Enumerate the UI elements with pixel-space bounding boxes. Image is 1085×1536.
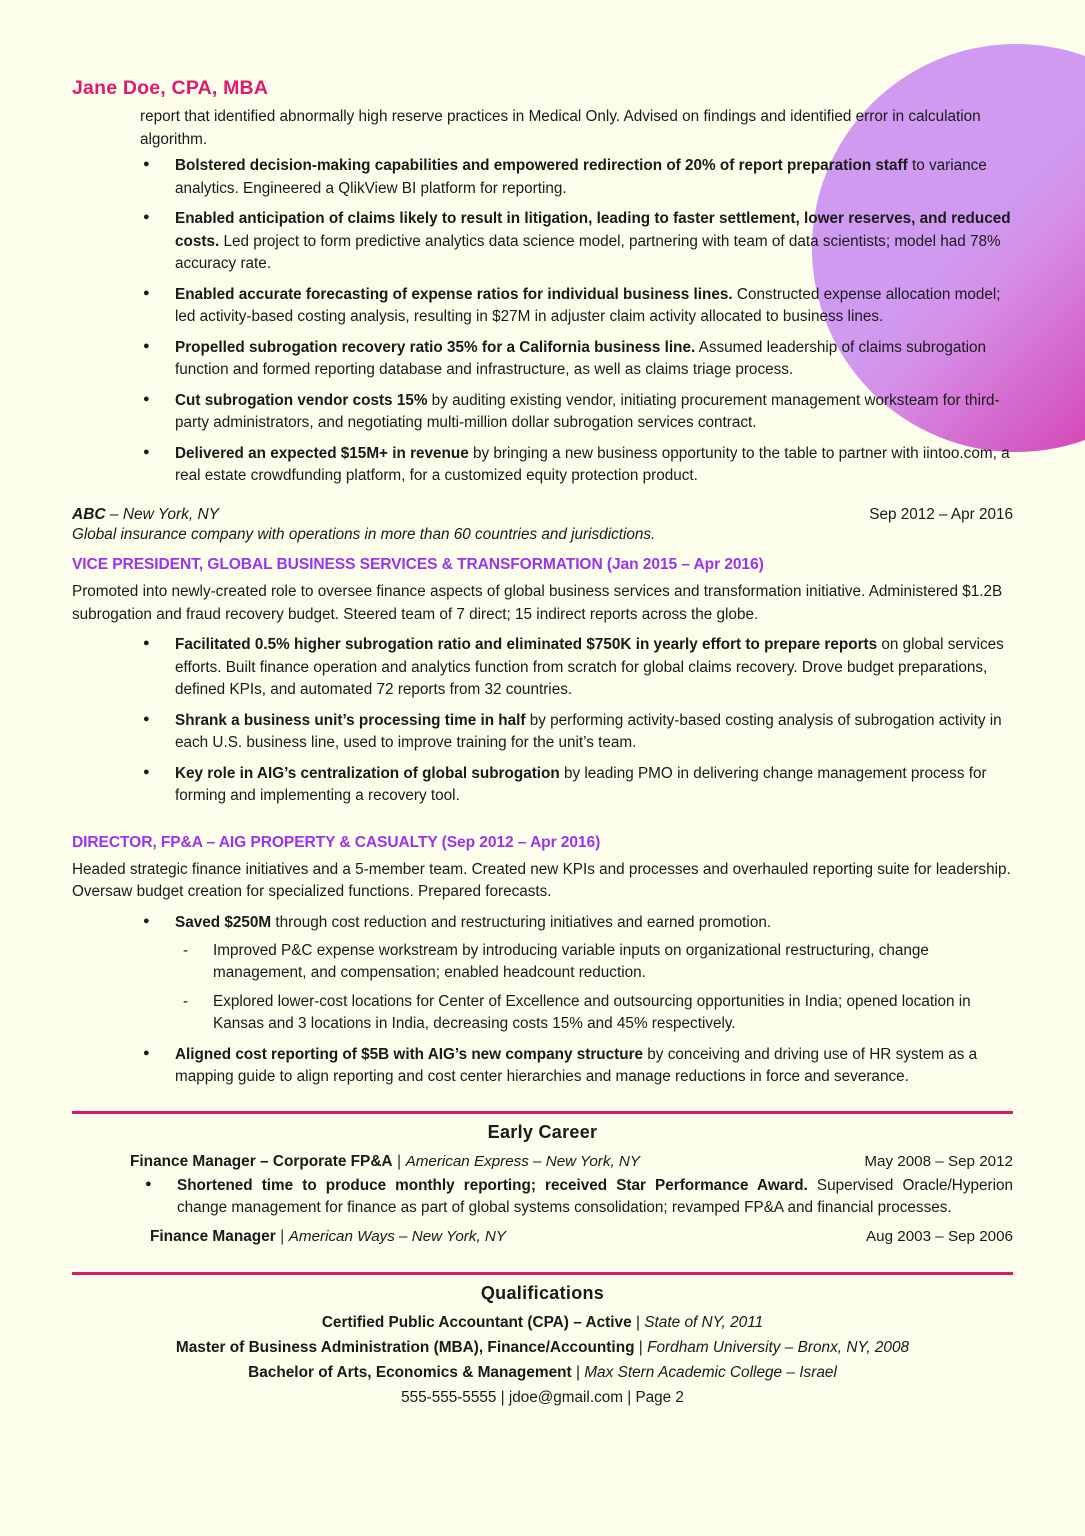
page-title: Jane Doe, CPA, MBA <box>72 77 269 99</box>
list-item <box>140 155 1013 200</box>
top-achievements-list <box>72 155 1013 487</box>
early-career-entry <box>72 1153 1013 1171</box>
early-career-achievements-list <box>72 1175 1013 1220</box>
early-career-separator: | <box>275 1227 289 1245</box>
bullet-bold-text: Cut subrogation vendor costs 15% <box>175 391 428 409</box>
list-item <box>140 912 1013 1036</box>
employer-name-location <box>72 506 219 524</box>
bullet-bold-text: Enabled anticipation of claims likely to result in litigation, leading to faster settlement, lower reserves, and reduced costs. <box>175 210 1011 250</box>
early-career-organization: American Express – New York, NY <box>405 1152 640 1170</box>
qualification-detail: Max Stern Academic College – Israel <box>584 1363 837 1381</box>
divider-qualifications <box>72 1272 1013 1275</box>
early-career-entry-left <box>150 1228 506 1246</box>
role-heading-director: DIRECTOR, FP&A – AIG PROPERTY & CASUALTY (Sep 2012 – Apr 2016) <box>72 833 601 851</box>
qualification-separator: | <box>571 1363 585 1381</box>
early-career-organization: American Ways – New York, NY <box>288 1227 506 1245</box>
list-item <box>142 1175 1013 1220</box>
bullet-rest-text: to variance analytics. Engineered a QlikView BI platform for reporting. <box>175 157 987 197</box>
employer-description: Global insurance company with operations in more than 60 countries and jurisdictions. <box>72 525 656 543</box>
list-item <box>140 284 1013 329</box>
bullet-rest-text: by leading PMO in delivering change management process for forming and implementing a recovery tool. <box>175 764 987 805</box>
bullet-bold-text: Aligned cost reporting of $5B with AIG’s new company structure <box>175 1045 644 1063</box>
bullet-bold-text: Propelled subrogation recovery ratio 35% for a California business line. <box>175 338 696 356</box>
early-career-dates: Aug 2003 – Sep 2006 <box>866 1227 1013 1245</box>
bullet-rest-text: by auditing existing vendor, initiating procurement management worksteam for third-party administrators, and negotiating multi-million dollar subrogation services contract. <box>175 391 1000 432</box>
bullet-bold-text: Bolstered decision-making capabilities and empowered redirection of 20% of report preparation staff <box>175 157 908 175</box>
qualification-main: Master of Business Administration (MBA), Finance/Accounting <box>175 1338 635 1356</box>
list-item <box>140 710 1013 755</box>
list-item <box>140 634 1013 701</box>
early-career-entry-left <box>130 1153 640 1171</box>
role-summary-vice-president: Promoted into newly-created role to oversee finance aspects of global business services and transformation initiative. Administered $1.2B subrogation and fraud recovery budget. Steered team of 7 direct; 15 indirect reports across the globe. <box>72 583 1003 623</box>
list-item <box>140 443 1013 488</box>
list-item <box>140 390 1013 435</box>
qualification-item <box>72 1364 1013 1382</box>
list-item <box>140 1044 1013 1089</box>
qualification-main: Bachelor of Arts, Economics & Management <box>248 1363 572 1381</box>
bullet-rest-text: by performing activity-based costing analysis of subrogation activity in each U.S. business line, used to improve training for the unit’s team. <box>175 711 1002 752</box>
qualification-item <box>72 1339 1013 1357</box>
bullet-bold-text: Saved $250M <box>175 913 272 931</box>
list-item <box>140 337 1013 382</box>
employer-separator: – <box>105 505 123 523</box>
vice-president-achievements-list <box>72 634 1013 807</box>
bullet-rest-text: Assumed leadership of claims subrogation function and formed reporting database and infrastructure, as well as claims triage process. <box>175 338 987 379</box>
bullet-bold-text: Facilitated 0.5% higher subrogation ratio and eliminated $750K in yearly effort to prepare reports <box>175 636 878 654</box>
bullet-rest-text: Led project to form predictive analytics data science model, partnering with team of data scientists; model had 78% accuracy rate. <box>175 232 1001 273</box>
early-career-dates: May 2008 – Sep 2012 <box>864 1152 1013 1170</box>
list-item <box>140 208 1013 275</box>
employer-row <box>72 506 1013 524</box>
role-heading-vice-president: VICE PRESIDENT, GLOBAL BUSINESS SERVICES & TRANSFORMATION (Jan 2015 – Apr 2016) <box>72 556 764 574</box>
qualification-item <box>72 1314 1013 1332</box>
list-item <box>140 763 1013 808</box>
section-title-qualifications: Qualifications <box>480 1282 605 1303</box>
list-item: - Explored lower-cost locations for Center of Excellence and outsourcing opportunities in India; opened location in Kansas and 3 locations in India, decreasing costs 15% and 45% respectively. <box>175 991 1013 1036</box>
bullet-bold-text: Delivered an expected $15M+ in revenue <box>175 444 469 462</box>
early-career-job-title: Finance Manager – Corporate FP&A <box>130 1152 393 1170</box>
section-title-early-career: Early Career <box>487 1121 598 1142</box>
bullet-rest-text: Constructed expense allocation model; led activity-based costing analysis, resulting in $27M in adjuster claim activity allocated to business lines. <box>175 285 1001 326</box>
bullet-rest-text: through cost reduction and restructuring initiatives and earned promotion. <box>271 913 772 931</box>
employer-dates: Sep 2012 – Apr 2016 <box>869 505 1013 523</box>
role-summary-director: Headed strategic finance initiatives and a 5-member team. Created new KPIs and processes and overhauled reporting suite for leadership. Oversaw budget creation for specialized functions. Prepared forecasts. <box>72 860 1011 901</box>
bullet-bold-text: Shortened time to produce monthly reporting; received Star Performance Award. <box>177 1176 808 1194</box>
qualification-detail: State of NY, 2011 <box>644 1313 764 1331</box>
bullet-rest-text: by conceiving and driving use of HR system as a mapping guide to align reporting and cost center hierarchies and manage reductions in force and severance. <box>175 1045 978 1086</box>
bullet-rest-text: by bringing a new business opportunity to the table to partner with iintoo.com, a real estate crowdfunding platform, for a customized equity protection product. <box>175 444 1010 485</box>
list-item: - Improved P&C expense workstream by introducing variable inputs on organizational restructuring, change management, and compensation; enabled headcount reduction. <box>175 940 1013 985</box>
bullet-rest-text: Supervised Oracle/Hyperion change management for finance as part of global systems consolidation; revamped FP&A and financial processes. <box>177 1176 1013 1217</box>
early-career-entry <box>72 1228 1013 1246</box>
early-career-separator: | <box>392 1152 406 1170</box>
continued-paragraph: report that identified abnormally high reserve practices in Medical Only. Advised on findings and identified error in calculation algorithm. <box>140 108 981 148</box>
early-career-job-title: Finance Manager <box>150 1227 276 1245</box>
qualification-separator: | <box>634 1338 648 1356</box>
bullet-bold-text: Shrank a business unit’s processing time in half <box>175 711 526 729</box>
employer-name: ABC <box>72 505 106 523</box>
footer-contact-line: 555-555-5555 | jdoe@gmail.com | Page 2 <box>401 1388 684 1406</box>
bullet-rest-text: on global services efforts. Built finance operation and analytics function from scratch for global claims recovery. Drove budget preparations, defined KPIs, and automated 72 reports from 32 countries. <box>175 636 1004 699</box>
director-sub-list <box>175 940 1013 1036</box>
qualification-detail: Fordham University – Bronx, NY, 2008 <box>647 1338 910 1356</box>
divider-early-career <box>72 1111 1013 1114</box>
bullet-bold-text: Key role in AIG’s centralization of global subrogation <box>175 764 560 782</box>
qualification-main: Certified Public Accountant (CPA) – Active <box>321 1313 632 1331</box>
director-achievements-list <box>72 912 1013 1089</box>
qualification-separator: | <box>631 1313 645 1331</box>
bullet-bold-text: Enabled accurate forecasting of expense ratios for individual business lines. <box>175 285 733 303</box>
employer-location: New York, NY <box>122 505 220 523</box>
